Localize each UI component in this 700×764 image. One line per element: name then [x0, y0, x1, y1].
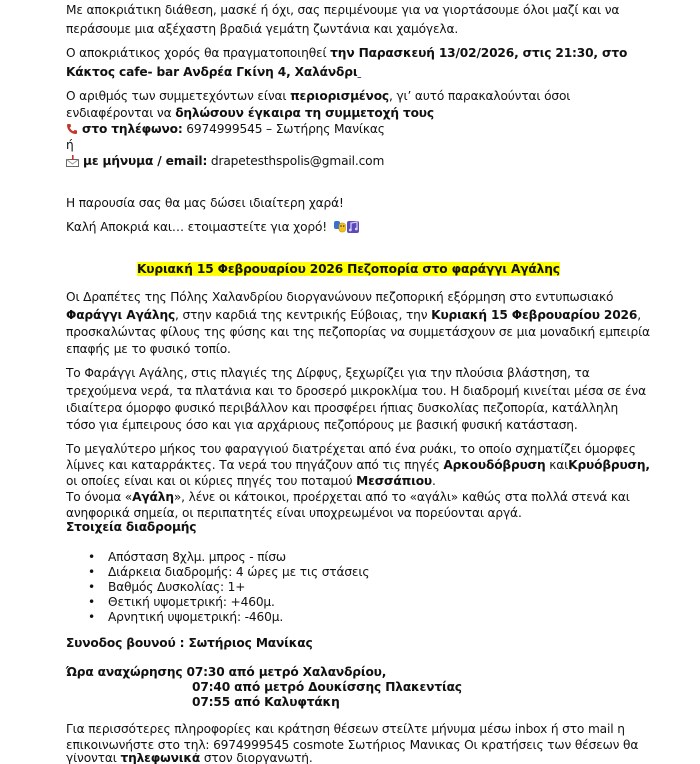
bullet: • [88, 610, 96, 624]
hike-p1-line-2 [66, 308, 641, 323]
p3-l4-a: Το όνομα « [66, 490, 133, 504]
departure-2: 07:40 από μετρό Δουκίσσης Πλακεντίας [192, 680, 462, 694]
guide-line [66, 636, 313, 651]
route-item-text: Αρνητική υψομετρική: -460μ. [108, 610, 284, 624]
p3-l3-a: οι οποίες είναι και οι κύριες πηγές του ποταμού [66, 474, 357, 488]
route-heading-text: Στοιχεία διαδρομής [66, 520, 197, 534]
p3-l2-c: και [545, 458, 569, 472]
music-notes-icon [347, 220, 359, 237]
river-name: Μεσσάπιου [356, 474, 433, 488]
departure-line-1 [66, 665, 386, 680]
departure-line-3 [192, 695, 340, 710]
hike-title-highlight: Κυριακή 15 Φεβρουαρίου 2026 Πεζοπορία στο φαράγγι Αγάλης [137, 262, 560, 276]
info-line-1: Για περισσότερες πληροφορίες και κράτηση θέσεων στείλτε μήνυμα μέσω inbox ή στο mail η [66, 722, 625, 736]
closing-text: Καλή Αποκριά και… ετοιμαστείτε για χορό! [66, 220, 328, 234]
venue-underline: ​ [357, 65, 362, 79]
route-heading [66, 520, 196, 535]
info-l3-b: τηλεφωνικά [120, 753, 201, 764]
departure-line-2 [192, 680, 462, 695]
route-item-text: Απόσταση 8χλμ. μπρος - πίσω [108, 550, 286, 564]
hike-p3-line-4 [66, 490, 630, 505]
presence-text: Η παρουσία σας θα μας δώσει ιδιαίτερη χαρά! [66, 196, 344, 210]
p3-l3-c: . [432, 474, 436, 488]
limit-prefix: Ο αριθμός των συμμετεχόντων είναι [66, 89, 291, 103]
hike-p3-line-3 [66, 474, 436, 489]
guide-text: Συνοδος βουνού : Σωτήριος Μανίκας [66, 636, 313, 650]
limit-bold: περιορισμένος [290, 89, 389, 103]
declare-line [66, 106, 434, 121]
intro-line-2: περάσουμε μια αξέχαστη βραδιά γεμάτη ζωντάνια και χαμόγελα. [66, 22, 459, 36]
hike-p2-line-1: Το Φαράγγι Αγάλης, στις πλαγιές της Δίρφυς, ξεχωρίζει για την πλούσια βλάστηση, τα [66, 366, 590, 380]
hike-date: Κυριακή 15 Φεβρουαρίου 2026 [431, 308, 638, 322]
phone-value: 6974999545 – Σωτήρης Μανίκας [182, 122, 385, 136]
email-label: με μήνυμα / email: [83, 154, 208, 168]
event-line-2 [66, 65, 361, 80]
phone-line [66, 122, 385, 139]
hike-p1-line-3: προσκαλώντας φίλους της φύσης και της πεζοπορίας να συμμετάσχουν σε μια μοναδική εμπειρία [66, 325, 650, 339]
route-item-text: Βαθμός Δυσκολίας: 1+ [108, 580, 246, 594]
info-line-2: επικοινωνήστε στο τηλ: 6974999545 cosmote Σωτήριος Μανικας Οι κρατήσεις των θέσεων θα [66, 738, 639, 752]
route-item-text: Διάρκεια διαδρομής: 4 ώρες με τις στάσεις [108, 565, 370, 579]
hike-p2-line-2: τρεχούμενα νερά, τα πλατάνια και το δροσερό μικροκλίμα του. Η διαδρομή κινείται μέσα σε ένα [66, 384, 646, 398]
phone-icon [66, 123, 78, 139]
mailbox-icon [66, 155, 79, 171]
p1-end: , [637, 308, 641, 322]
or-text: ή [66, 138, 74, 152]
info-l3-c: στον διοργανωτή. [200, 753, 313, 764]
hike-title [137, 262, 560, 277]
hike-p3-line-5: ανηφορικά σημεία, οι περιπατητές είναι υποχρεωμένοι να πορεύονται αργά. [66, 506, 522, 520]
hike-p3-line-2 [66, 458, 650, 473]
theater-masks-icon [334, 220, 346, 237]
bullet: • [88, 550, 96, 564]
declare-bold: δηλώσουν έγκαιρα τη συμμετοχή τους [175, 106, 434, 120]
declare-prefix: ενδιαφέρονται να [66, 106, 176, 120]
intro-line-1: Με αποκριάτικη διάθεση, μασκέ ή όχι, σας περιμένουμε για να γιορτάσουμε όλοι μαζί και να [66, 3, 620, 17]
closing-line [66, 220, 363, 237]
departure-3: 07:55 από Καλυφτάκη [192, 695, 340, 709]
canyon-name: Φαράγγι Αγάλης [66, 308, 176, 322]
limit-line [66, 89, 570, 104]
bullet: • [88, 565, 96, 579]
email-address[interactable]: drapetesthspolis@gmail.com [210, 154, 385, 168]
phone-label: στο τηλέφωνο: [82, 122, 183, 136]
hike-p1-line-1: Οι Δραπέτες της Πόλης Χαλανδρίου διοργανώνουν πεζοπορική εξόρμηση στο εντυπωσιακό [66, 290, 614, 304]
p3-l4-c: », λένε οι κάτοικοι, προέρχεται από το «αγάλι» καθώς στα πολλά στενά και [173, 490, 630, 504]
spring-1: Αρκουδόβρυση [443, 458, 546, 472]
email-line [66, 154, 384, 171]
route-item-text: Θετική υψομετρική: +460μ. [108, 595, 275, 609]
p3-l2-a: λίμνες και καταρράκτες. Τα νερά του πηγάζουν από τις πηγές [66, 458, 444, 472]
event-line-1 [66, 46, 627, 61]
info-line-3 [66, 753, 313, 764]
info-l3-a: γίνονται [66, 753, 121, 764]
event-prefix: Ο αποκριάτικος χορός θα πραγματοποιηθεί [66, 46, 331, 60]
hike-p3-line-1: Το μεγαλύτερο μήκος του φαραγγιού διατρέχεται από ένα ρυάκι, το οποίο σχηματίζει όμορφες [66, 442, 636, 456]
event-date-time: την Παρασκευή 13/02/2026, στις 21:30, στο [330, 46, 628, 60]
spring-2: Κρυόβρυση, [568, 458, 650, 472]
p1-mid: , στην καρδιά της κεντρικής Εύβοιας, την [175, 308, 432, 322]
limit-suffix: , γι’ αυτό παρακαλούνται όσοι [389, 89, 571, 103]
hike-p1-line-4: επαφής με το φυσικό τοπίο. [66, 342, 231, 356]
event-venue: Κάκτος cafe- bar Ανδρέα Γκίνη 4, Χαλάνδρι [66, 65, 358, 79]
hike-p2-line-4: τόσο για έμπειρους όσο και για αρχάριους πεζοπόρους με βασική φυσική κατάσταση. [66, 418, 578, 432]
bullet: • [88, 595, 96, 609]
hike-p2-line-3: ιδιαίτερα όμορφο φυσικό περιβάλλον και προσφέρει ήπιας δυσκολίας πεζοπορία, κατάλληλη [66, 401, 619, 415]
name-agali: Αγάλη [132, 490, 174, 504]
departure-1: Ώρα αναχώρησης 07:30 από μετρό Χαλανδρίου, [66, 665, 387, 679]
bullet: • [88, 580, 96, 594]
